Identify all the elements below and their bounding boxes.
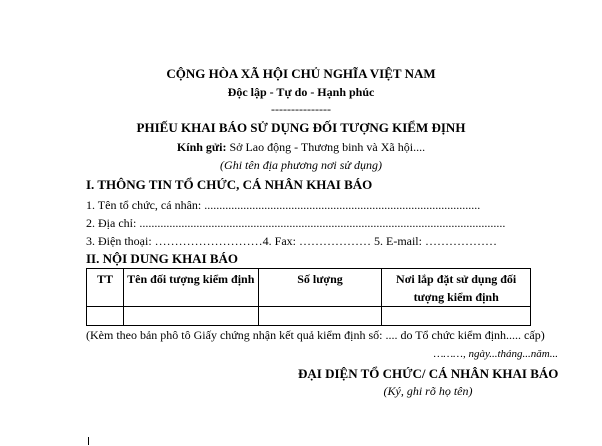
signature-title: ĐẠI DIỆN TỔ CHỨC/ CÁ NHÂN KHAI BÁO	[298, 366, 559, 381]
cell-quantity[interactable]	[258, 307, 382, 326]
nation-motto: Độc lập - Tự do - Hạnh phúc	[227, 85, 375, 99]
recipient-label: Kính gửi:	[176, 140, 227, 154]
cell-tt[interactable]	[87, 307, 124, 326]
name-line: 1. Tên tổ chức, cá nhân: ............................................................................................	[86, 198, 481, 212]
col-header-quantity: Số lượng	[258, 269, 382, 307]
contact-line: 3. Điện thoại: ………………………4. Fax: ……………… 5. E-mail: ………………	[86, 234, 497, 248]
recipient-line	[0, 140, 602, 155]
declaration-table	[86, 268, 531, 326]
signature-note: (Ký, ghi rõ họ tên)	[383, 384, 473, 398]
col-header-location: Nơi lắp đặt sử dụng đối tượng kiểm định	[382, 269, 531, 307]
form-title: PHIẾU KHAI BÁO SỬ DỤNG ĐỐI TƯỢNG KIỂM ĐỊNH	[136, 120, 466, 135]
section2-heading: II. NỘI DUNG KHAI BÁO	[86, 251, 239, 266]
section1-heading: I. THÔNG TIN TỔ CHỨC, CÁ NHÂN KHAI BÁO	[86, 177, 373, 192]
attachment-note: (Kèm theo bản phô tô Giấy chứng nhận kết quả kiểm định số: .... do Tổ chức kiểm định..... cấp)	[86, 328, 545, 342]
table-header-row	[87, 269, 531, 307]
recipient-note: (Ghi tên địa phương nơi sử dụng)	[220, 158, 382, 172]
text-cursor	[88, 437, 89, 445]
col-header-object-name: Tên đối tượng kiểm định	[123, 269, 258, 307]
address-line: 2. Địa chỉ: ..........................................................................................................................	[86, 216, 506, 230]
recipient-value: Sở Lao động - Thương binh và Xã hội....	[229, 140, 426, 154]
cell-object-name[interactable]	[123, 307, 258, 326]
nation-title: CỘNG HÒA XÃ HỘI CHỦ NGHĨA VIỆT NAM	[166, 66, 436, 81]
table-row	[87, 307, 531, 326]
date-line: ………, ngày...tháng...năm...	[433, 348, 558, 360]
col-header-tt: TT	[87, 269, 124, 307]
cell-location[interactable]	[382, 307, 531, 326]
header-divider: ---------------	[271, 102, 331, 116]
